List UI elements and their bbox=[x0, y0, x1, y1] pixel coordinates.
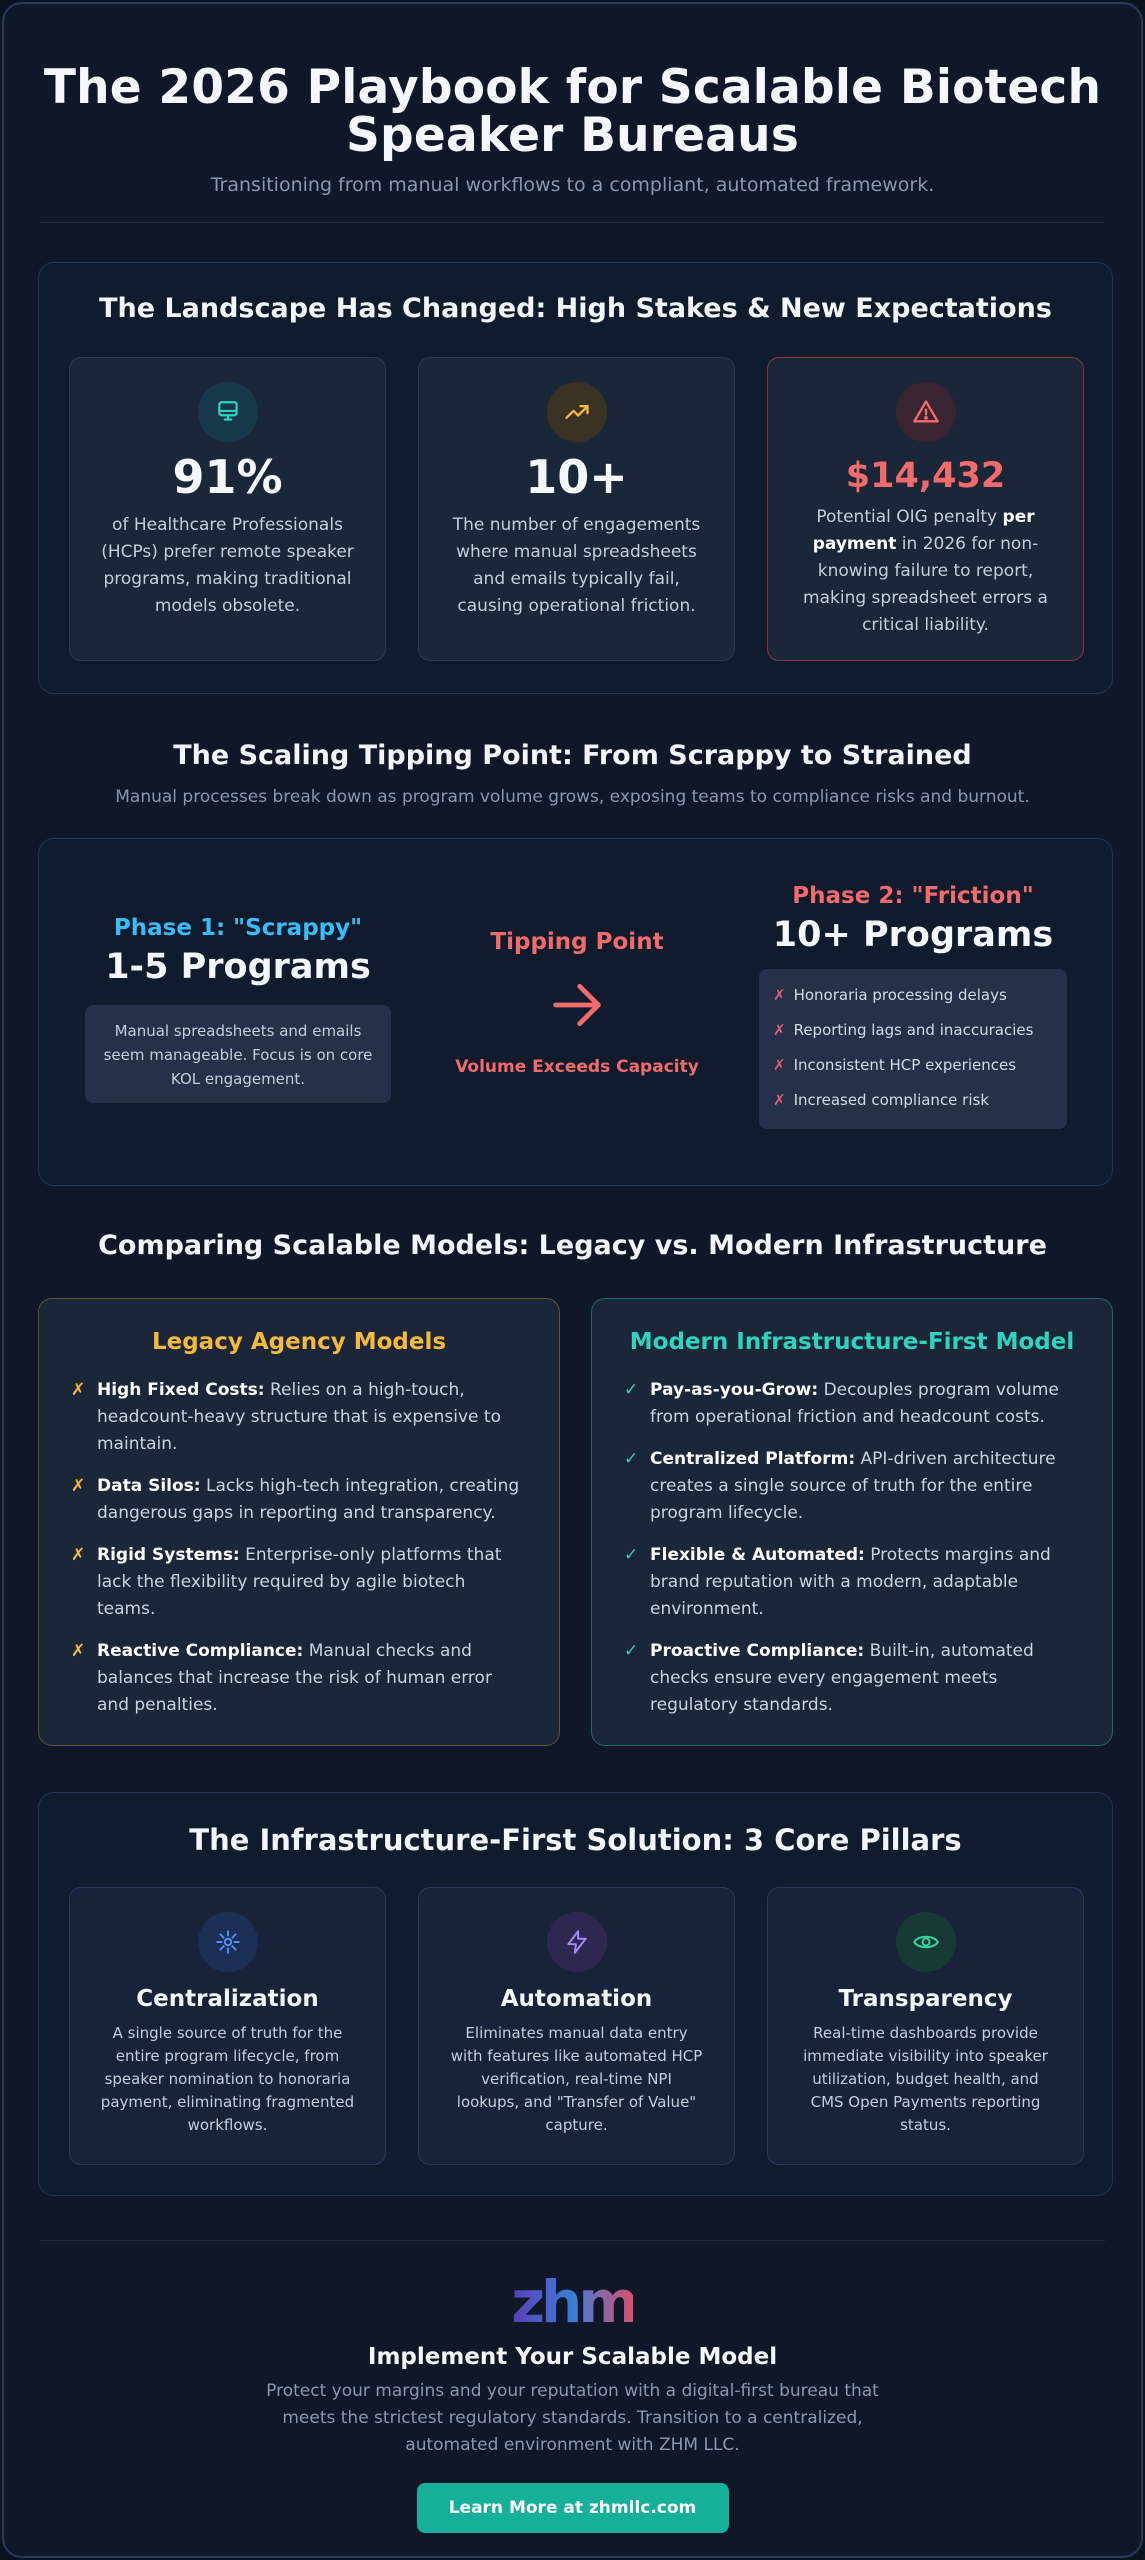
pillars-title: The Infrastructure-First Solution: 3 Core Pillars bbox=[189, 1823, 962, 1857]
penalty-text-after: in 2026 for non-knowing failure to report, making spreadsheet errors a critical liability. bbox=[803, 534, 1048, 635]
list-item bbox=[773, 977, 1053, 1012]
pillar-transparency bbox=[767, 1887, 1084, 2165]
legacy-title: Legacy Agency Models bbox=[151, 1329, 447, 1355]
tipping-title: The Scaling Tipping Point: From Scrappy to Strained bbox=[173, 740, 972, 771]
title-line-1: The 2026 Playbook for Scalable Biotech bbox=[43, 60, 1102, 115]
stat-description bbox=[768, 496, 1083, 639]
phase-2-label: Phase 2: "Friction" bbox=[792, 883, 1034, 909]
x-mark-icon: ✗ bbox=[773, 1020, 786, 1039]
list-item bbox=[71, 1542, 527, 1623]
cta-title: Implement Your Scalable Model bbox=[367, 2344, 778, 2370]
phase-1-description: Manual spreadsheets and emails seem manageable. Focus is on core KOL engagement. bbox=[85, 1005, 391, 1103]
list-item bbox=[773, 1047, 1053, 1082]
item-bold: Pay-as-you-Grow: bbox=[650, 1380, 819, 1400]
list-item-text: Increased compliance risk bbox=[793, 1090, 990, 1109]
x-mark-icon: ✗ bbox=[773, 985, 786, 1004]
stat-value: $14,432 bbox=[845, 456, 1006, 496]
list-item bbox=[71, 1473, 527, 1527]
penalty-text-bold: per payment bbox=[812, 507, 1035, 554]
list-item bbox=[624, 1638, 1080, 1719]
item-text: Decouples program volume from operational friction and headcount costs. bbox=[650, 1380, 1059, 1427]
pillar-description: Eliminates manual data entry with features like automated HCP verification, real-time NPI lookups, and "Transfer of Value" capture. bbox=[450, 2024, 703, 2134]
x-mark-icon: ✗ bbox=[71, 1545, 86, 1565]
phase-1-programs: 1-5 Programs bbox=[105, 947, 371, 987]
eye-icon bbox=[896, 1912, 956, 1972]
list-item-text: Honoraria processing delays bbox=[793, 985, 1007, 1004]
list-item-text: Inconsistent HCP experiences bbox=[793, 1055, 1017, 1074]
list-item bbox=[71, 1377, 527, 1458]
item-bold: High Fixed Costs: bbox=[97, 1380, 265, 1400]
friction-list bbox=[773, 977, 1053, 1117]
check-icon: ✓ bbox=[624, 1380, 639, 1400]
item-text: Lacks high-tech integration, creating dangerous gaps in reporting and transparency. bbox=[97, 1476, 520, 1523]
pillar-automation bbox=[418, 1887, 735, 2165]
learn-more-button[interactable]: Learn More at zhmllc.com bbox=[417, 2483, 729, 2533]
modern-list bbox=[592, 1377, 1112, 1719]
hero bbox=[4, 4, 1141, 196]
stat-description: of Healthcare Professionals (HCPs) prefer remote speaker programs, making traditional models obsolete. bbox=[101, 515, 354, 616]
pillar-title: Automation bbox=[500, 1986, 653, 2012]
page-subtitle: Transitioning from manual workflows to a compliant, automated framework. bbox=[210, 174, 935, 196]
tipping-label: Tipping Point bbox=[490, 929, 664, 955]
tipping-subtitle: Manual processes break down as program volume grows, exposing teams to compliance risks and burnout. bbox=[115, 787, 1030, 807]
arrow-right-icon bbox=[437, 973, 717, 1043]
item-bold: Centralized Platform: bbox=[650, 1449, 856, 1469]
tipping-caption: Volume Exceeds Capacity bbox=[455, 1057, 699, 1077]
monitor-icon bbox=[198, 382, 258, 442]
svg-text:zhm: zhm bbox=[512, 2268, 633, 2332]
item-bold: Proactive Compliance: bbox=[650, 1641, 865, 1661]
zhm-logo bbox=[4, 2266, 1141, 2336]
comparison-title: Comparing Scalable Models: Legacy vs. Modern Infrastructure bbox=[98, 1230, 1047, 1261]
landscape-title: The Landscape Has Changed: High Stakes & New Expectations bbox=[99, 293, 1052, 324]
list-item bbox=[71, 1638, 527, 1719]
x-mark-icon: ✗ bbox=[71, 1476, 86, 1496]
pillar-centralization bbox=[69, 1887, 386, 2165]
legacy-model-card bbox=[38, 1298, 560, 1746]
landscape-panel bbox=[38, 262, 1113, 694]
penalty-text-before: Potential OIG penalty bbox=[816, 507, 1003, 527]
divider bbox=[40, 2240, 1105, 2241]
title-line-2: Speaker Bureaus bbox=[346, 108, 799, 163]
tipping-panel bbox=[38, 838, 1113, 1186]
pillar-description: A single source of truth for the entire program lifecycle, from speaker nomination to honoraria payment, eliminating fragmented workflows. bbox=[100, 2024, 355, 2134]
legacy-list bbox=[39, 1377, 559, 1719]
x-mark-icon: ✗ bbox=[773, 1090, 786, 1109]
pillar-title: Centralization bbox=[136, 1986, 319, 2012]
item-bold: Data Silos: bbox=[97, 1476, 201, 1496]
phase-1 bbox=[85, 915, 391, 1103]
cta-text: Protect your margins and your reputation with a digital-first bureau that meets the strictest regulatory standards. Transition to a centralized, automated environment with ZHM LLC. bbox=[266, 2381, 879, 2455]
stat-card-remote bbox=[69, 357, 386, 661]
item-text: API-driven architecture creates a single source of truth for the entire program lifecycle. bbox=[650, 1449, 1056, 1523]
phase-2 bbox=[759, 883, 1067, 1129]
list-item bbox=[624, 1377, 1080, 1431]
page-title bbox=[4, 60, 1141, 163]
warning-icon bbox=[896, 382, 956, 442]
list-item bbox=[624, 1446, 1080, 1527]
stat-value: 91% bbox=[172, 450, 283, 504]
hub-icon bbox=[198, 1912, 258, 1972]
list-item bbox=[773, 1012, 1053, 1047]
list-item bbox=[624, 1542, 1080, 1623]
item-bold: Flexible & Automated: bbox=[650, 1545, 865, 1565]
divider bbox=[40, 222, 1105, 223]
item-text: Enterprise-only platforms that lack the flexibility required by agile biotech teams. bbox=[97, 1545, 502, 1619]
pillar-title: Transparency bbox=[838, 1986, 1013, 2012]
item-text: Manual checks and balances that increase the risk of human error and penalties. bbox=[97, 1641, 492, 1715]
lightning-icon bbox=[547, 1912, 607, 1972]
list-item-text: Reporting lags and inaccuracies bbox=[793, 1020, 1034, 1039]
pillar-description: Real-time dashboards provide immediate visibility into speaker utilization, budget health, and CMS Open Payments reporting status. bbox=[803, 2024, 1048, 2134]
pillars-panel bbox=[38, 1792, 1113, 2196]
phase-2-list-box bbox=[759, 969, 1067, 1129]
item-text: Relies on a high-touch, headcount-heavy structure that is expensive to maintain. bbox=[97, 1380, 501, 1454]
cta-section bbox=[4, 2266, 1141, 2533]
modern-title: Modern Infrastructure-First Model bbox=[629, 1329, 1075, 1355]
phase-2-programs: 10+ Programs bbox=[772, 915, 1054, 955]
check-icon: ✓ bbox=[624, 1545, 639, 1565]
check-icon: ✓ bbox=[624, 1641, 639, 1661]
stat-value: 10+ bbox=[525, 450, 628, 504]
trending-up-icon bbox=[547, 382, 607, 442]
stat-card-penalty bbox=[767, 357, 1084, 661]
item-text: Built-in, automated checks ensure every engagement meets regulatory standards. bbox=[650, 1641, 1034, 1715]
infographic-frame bbox=[2, 2, 1143, 2558]
item-bold: Reactive Compliance: bbox=[97, 1641, 304, 1661]
stat-description: The number of engagements where manual spreadsheets and emails typically fail, causing operational friction. bbox=[452, 515, 701, 616]
phase-1-label: Phase 1: "Scrappy" bbox=[113, 915, 363, 941]
list-item bbox=[773, 1082, 1053, 1117]
tipping-heading bbox=[4, 740, 1141, 807]
item-bold: Rigid Systems: bbox=[97, 1545, 240, 1565]
tipping-point bbox=[437, 929, 717, 1077]
stat-card-engagements bbox=[418, 357, 735, 661]
x-mark-icon: ✗ bbox=[71, 1380, 86, 1400]
check-icon: ✓ bbox=[624, 1449, 639, 1469]
item-text: Protects margins and brand reputation with a modern, adaptable environment. bbox=[650, 1545, 1051, 1619]
x-mark-icon: ✗ bbox=[71, 1641, 86, 1661]
modern-model-card bbox=[591, 1298, 1113, 1746]
x-mark-icon: ✗ bbox=[773, 1055, 786, 1074]
